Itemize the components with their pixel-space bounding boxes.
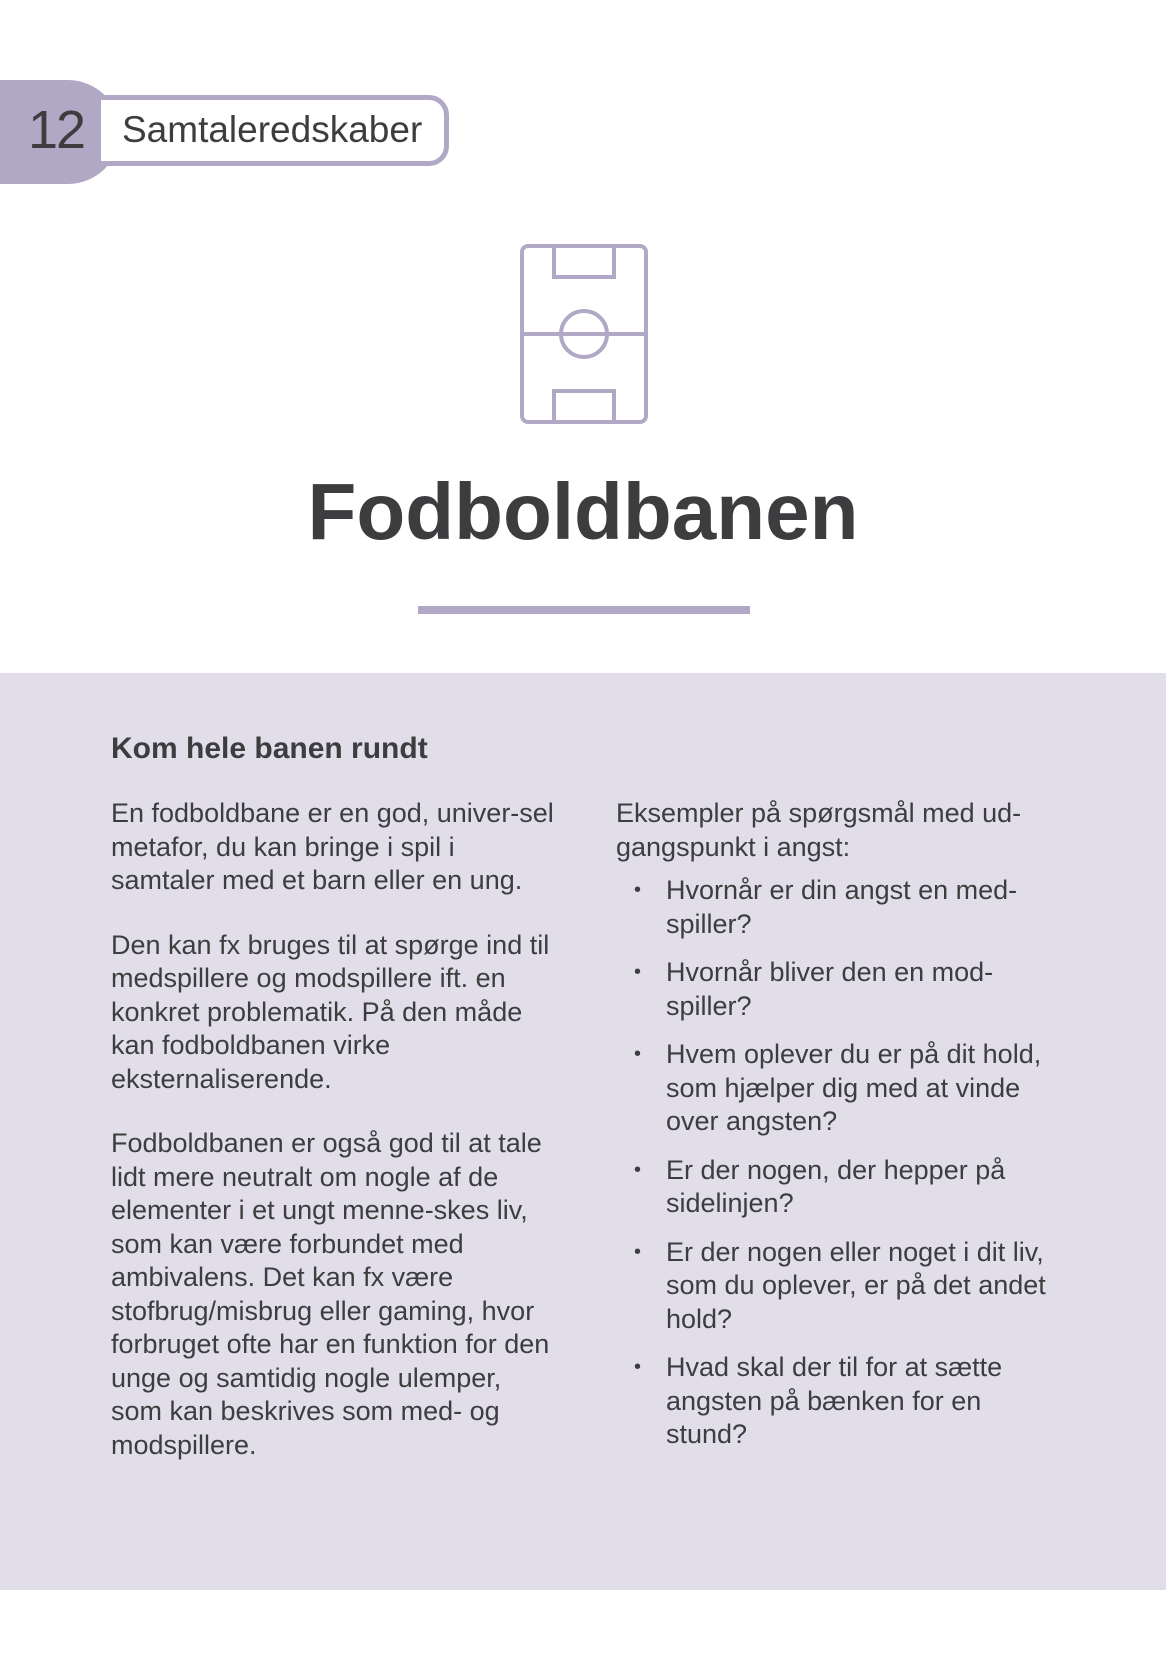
- bullet-icon: •: [634, 1356, 642, 1378]
- list-item: [616, 1236, 1056, 1337]
- question-text: Hvornår er din angst en med-spiller?: [666, 875, 1018, 939]
- page-number: 12: [28, 100, 85, 160]
- questions-intro: Eksempler på spørgsmål med ud-gangspunkt i angst:: [616, 798, 1022, 862]
- title-divider: [418, 606, 750, 614]
- question-text: Hvad skal der til for at sætte angsten på bænken for en stund?: [666, 1352, 1003, 1449]
- question-text: Er der nogen, der hepper på sidelinjen?: [666, 1154, 1006, 1218]
- bullet-icon: •: [634, 1158, 642, 1181]
- bullet-icon: •: [634, 1240, 642, 1263]
- bullet-icon: •: [634, 961, 642, 983]
- bullet-icon: •: [634, 1043, 642, 1065]
- page-title: Fodboldbanen: [307, 467, 859, 556]
- list-item: [616, 1038, 1056, 1139]
- paragraph: Fodboldbanen er også god til at tale lidt mere neutralt om nogle af de elementer i et ungt menne-skes liv, som kan være forbundet med ambivalens. Det kan fx være stofbrug/misbrug eller gaming, hvor forbruget ofte har en funktion for den unge og samtidig nogle ulemper, som kan beskrives som med- og modspillere.: [111, 1128, 550, 1460]
- paragraph: Den kan fx bruges til at spørge ind til medspillere og modspillere ift. en konkret problematik. På den måde kan fodboldbanen virke eksternaliserende.: [111, 929, 550, 1094]
- list-item: [616, 874, 1056, 941]
- list-item: [616, 956, 1056, 1023]
- right-column: [616, 797, 1056, 1467]
- question-text: Er der nogen eller noget i dit liv, som du oplever, er på det andet hold?: [666, 1236, 1046, 1334]
- question-text: Hvem oplever du er på dit hold, som hjælper dig med at vinde over angsten?: [666, 1039, 1042, 1136]
- section-label: Samtaleredskaber: [122, 109, 423, 150]
- list-item: [616, 1154, 1056, 1221]
- list-item: [616, 1351, 1056, 1452]
- football-pitch-icon: [519, 243, 649, 425]
- paragraph: En fodboldbane er en god, univer-sel metafor, du kan bringe i spil i samtaler med et barn eller en ung.: [111, 798, 554, 895]
- question-text: Hvornår bliver den en mod-spiller?: [666, 957, 994, 1021]
- left-column: [111, 797, 556, 1493]
- bullet-icon: •: [634, 879, 642, 901]
- question-list: [616, 874, 1056, 1452]
- section-heading: Kom hele banen rundt: [111, 732, 428, 765]
